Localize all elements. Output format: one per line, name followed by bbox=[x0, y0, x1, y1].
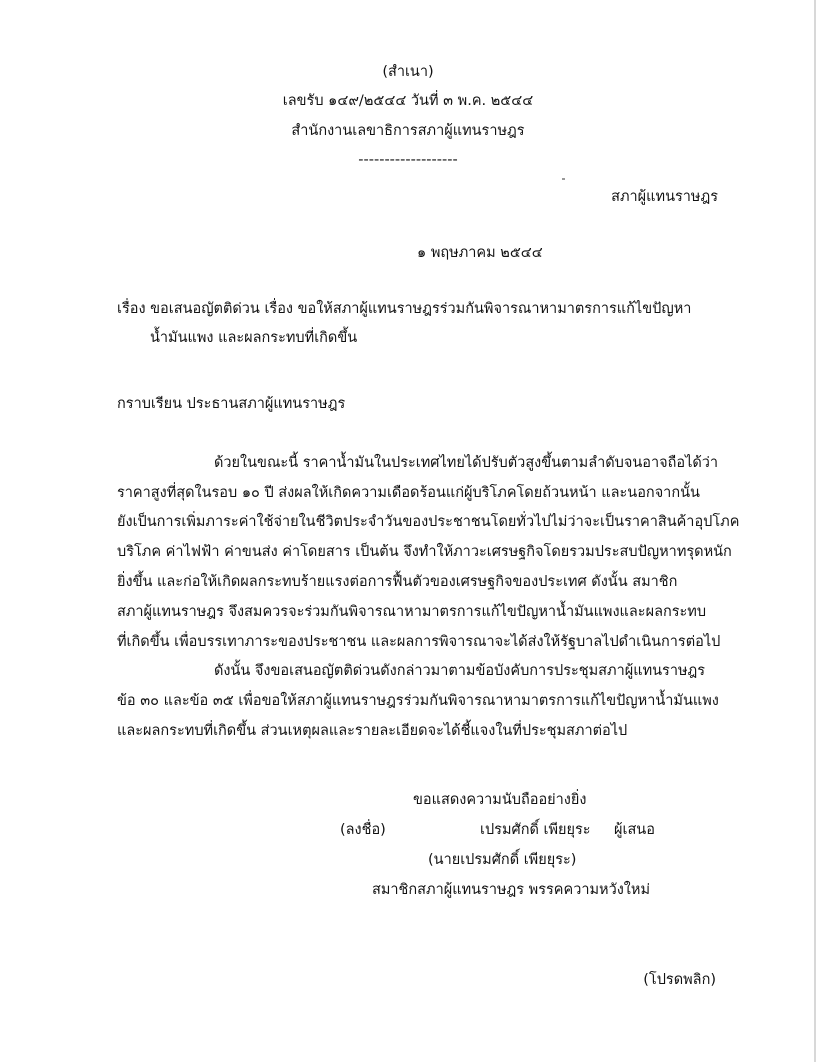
body-line: ที่เกิดขึ้น เพื่อบรรเทาภาระของประชาชน และผลการพิจารณาจะได้ส่งให้รัฐบาลไปดำเนินการต่อไป bbox=[117, 634, 721, 650]
body-line: สภาผู้แทนราษฎร จึงสมควรจะร่วมกันพิจารณาหามาตรการแก้ไขปัญหาน้ำมันแพงและผลกระทบ bbox=[117, 604, 707, 620]
signer-position: สมาชิกสภาผู้แทนราษฎร พรรคความหวังใหม่ bbox=[372, 882, 651, 898]
subject-line-2: น้ำมันแพง และผลกระทบที่เกิดขึ้น bbox=[150, 330, 358, 346]
body-line: ยิ่งขึ้น และก่อให้เกิดผลกระทบร้ายแรงต่อการฟื้นตัวของเศรษฐกิจของประเทศ ดังนั้น สมาชิก bbox=[117, 574, 678, 590]
receipt-number: เลขรับ ๑๔๙/๒๕๔๔ วันที่ ๓ พ.ค. ๒๕๔๔ bbox=[282, 93, 534, 109]
body-line: ข้อ ๓๐ และข้อ ๓๕ เพื่อขอให้สภาผู้แทนราษฎรร่วมกันพิจารณาหามาตรการแก้ไขปัญหาน้ำมันแพง bbox=[117, 693, 719, 709]
copy-label: (สำเนา) bbox=[382, 64, 434, 80]
signer-name: เปรมศักดิ์ เพียยุระ bbox=[480, 822, 591, 838]
header-separator: ------------------- bbox=[358, 152, 458, 168]
body-line: และผลกระทบที่เกิดขึ้น ส่วนเหตุผลและรายละเอียดจะได้ชี้แจงในที่ประชุมสภาต่อไป bbox=[117, 723, 628, 739]
document-date: ๑ พฤษภาคม ๒๕๔๔ bbox=[417, 245, 543, 261]
scan-speck bbox=[562, 178, 565, 180]
body-line: ด้วยในขณะนี้ ราคาน้ำมันในประเทศไทยได้ปรับตัวสูงขึ้นตามลำดับจนอาจถือได้ว่า bbox=[214, 455, 719, 471]
signer-full-name: (นายเปรมศักดิ์ เพียยุระ) bbox=[428, 852, 577, 868]
recipient-org: สภาผู้แทนราษฎร bbox=[611, 189, 718, 205]
body-line: บริโภค ค่าไฟฟ้า ค่าขนส่ง ค่าโดยสาร เป็นต้น จึงทำให้ภาวะเศรษฐกิจโดยรวมประสบปัญหาทรุดหนัก bbox=[117, 544, 732, 560]
office-name: สำนักงานเลขาธิการสภาผู้แทนราษฎร bbox=[291, 123, 525, 139]
closing-regards: ขอแสดงความนับถืออย่างยิ่ง bbox=[413, 792, 587, 808]
salutation: กราบเรียน ประธานสภาผู้แทนราษฎร bbox=[117, 396, 346, 412]
signer-role: ผู้เสนอ bbox=[614, 822, 655, 838]
sign-label: (ลงชื่อ) bbox=[340, 822, 386, 838]
body-line: ดังนั้น จึงขอเสนอญัตติด่วนดังกล่าวมาตามข้อบังคับการประชุมสภาผู้แทนราษฎร bbox=[214, 663, 706, 679]
subject-line-1: เรื่อง ขอเสนอญัตติด่วน เรื่อง ขอให้สภาผู้แทนราษฎรร่วมกันพิจารณาหามาตรการแก้ไขปัญหา bbox=[117, 301, 692, 317]
body-line: ยังเป็นการเพิ่มภาระค่าใช้จ่ายในชีวิตประจำวันของประชาชนโดยทั่วไปไม่ว่าจะเป็นราคาสินค้าอุปโภค bbox=[117, 514, 740, 530]
turn-page-note: (โปรดพลิก) bbox=[643, 972, 716, 988]
body-line: ราคาสูงที่สุดในรอบ ๑๐ ปี ส่งผลให้เกิดความเดือดร้อนแก่ผู้บริโภคโดยถ้วนหน้า และนอกจากนั้น bbox=[117, 485, 700, 501]
